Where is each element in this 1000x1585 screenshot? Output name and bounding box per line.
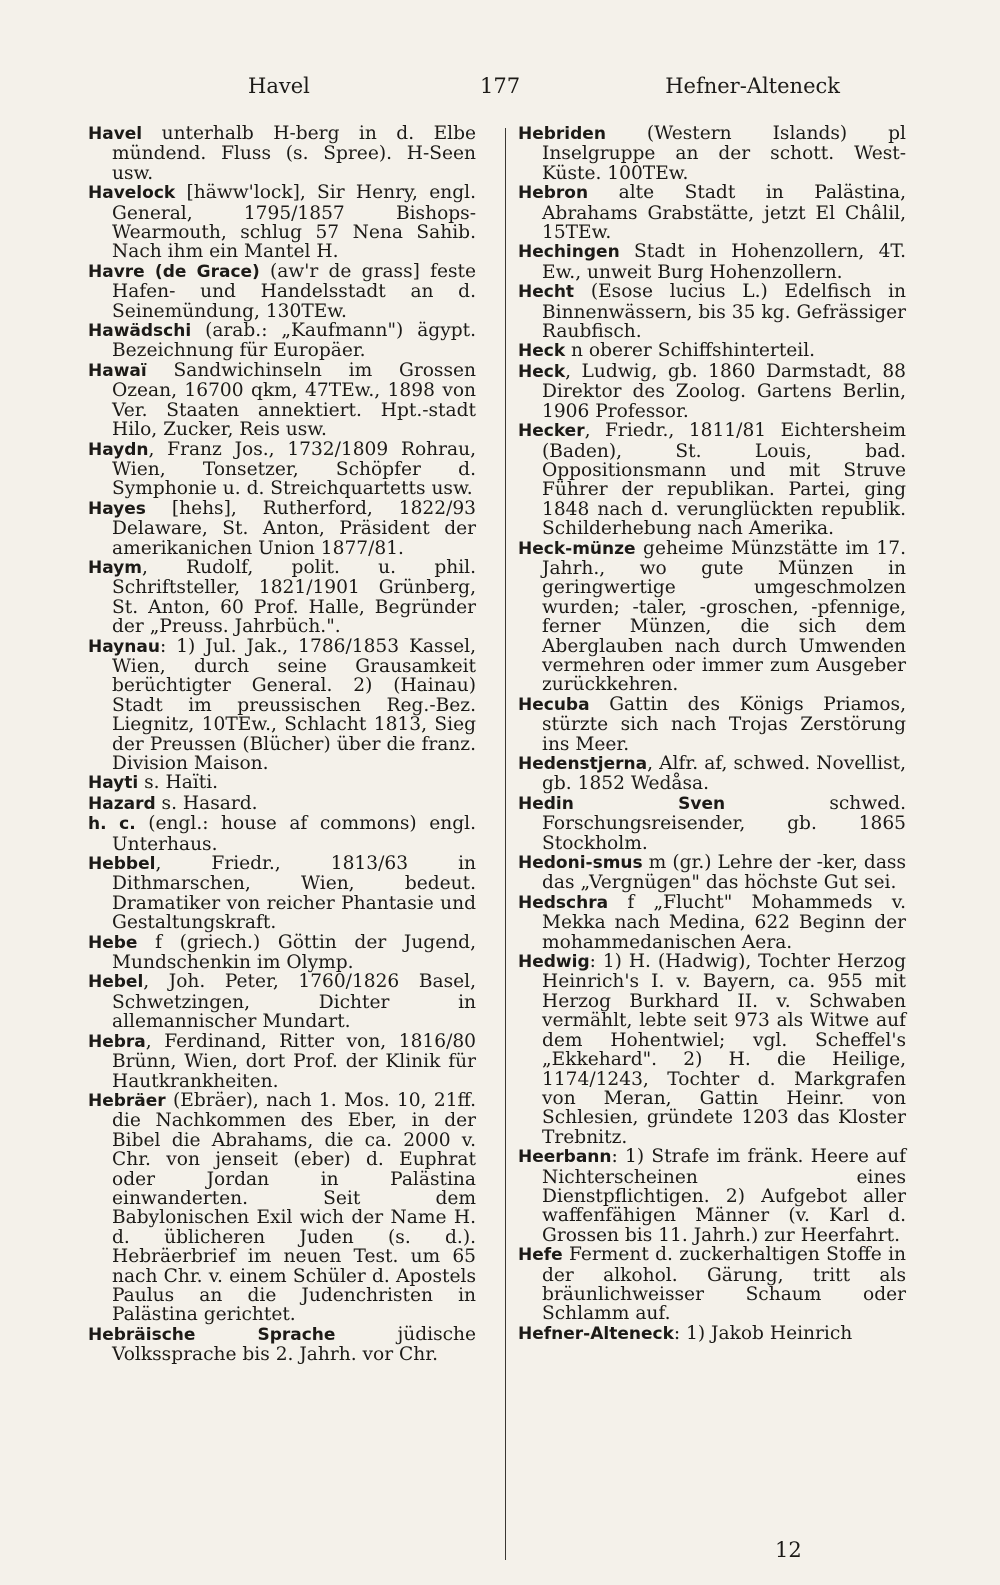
- entry-text: (Western Islands) pl Inselgruppe an der schott. West-Küste. 100TEw.: [542, 123, 906, 184]
- entry-text: [hehs], Rutherford, 1822/93 Delaware, St. Anton, Präsident der amerikanichen Union 1877/81.: [112, 497, 476, 559]
- dictionary-entry: [88, 814, 476, 854]
- entry-headword: Hazard: [88, 793, 156, 814]
- entry-headword: Hebbel: [88, 854, 156, 875]
- dictionary-entry: [518, 695, 906, 754]
- entry-headword: Hayes: [88, 498, 146, 519]
- dictionary-entry: [88, 794, 476, 814]
- dictionary-entry: [518, 242, 906, 282]
- entry-text: (Esose lucius L.) Edelfisch in Binnenwässern, bis 35 kg. Gefrässiger Raubfisch.: [542, 281, 906, 343]
- entry-text: Ferment d. zuckerhaltigen Stoffe in der alkohol. Gärung, tritt als bräunlichweisser Schaum oder Schlamm auf.: [542, 1244, 906, 1325]
- entry-text: n oberer Schiffshinterteil.: [565, 340, 816, 362]
- dictionary-entry: [88, 183, 476, 262]
- entry-headword: h. c.: [88, 814, 136, 835]
- entry-headword: Hefe: [518, 1245, 563, 1266]
- entry-headword: Hedschra: [518, 892, 609, 913]
- header-left-keyword: Havel: [248, 74, 310, 98]
- left-column: [88, 124, 476, 1365]
- entry-headword: Hedoni-smus: [518, 853, 643, 874]
- entry-headword: Hebra: [88, 1031, 146, 1052]
- dictionary-entry: [518, 754, 906, 794]
- dictionary-entry: [518, 539, 906, 695]
- dictionary-entry: [88, 499, 476, 558]
- entry-text: jüdische Volkssprache bis 2. Jahrh. vor Chr.: [112, 1323, 476, 1366]
- dictionary-entry: [88, 321, 476, 361]
- entry-headword: Heck: [518, 361, 566, 382]
- entry-text: [häww'lock], Sir Henry, engl. General, 1795/1857 Bishops-Wearmouth, schlug 57 Nena Sahib. Nach ihm ein Mantel H.: [112, 182, 476, 263]
- entry-headword: Haynau: [88, 636, 160, 657]
- dictionary-entry: [88, 933, 476, 973]
- dictionary-entry: [518, 1147, 906, 1245]
- entry-text: alte Stadt in Palästina, Abrahams Grabstätte, jetzt El Châlil, 15TEw.: [542, 182, 906, 244]
- entry-text: (arab.: „Kaufmann") ägypt. Bezeichnung für Europäer.: [112, 320, 476, 362]
- dictionary-entry: [88, 361, 476, 440]
- entry-headword: Hawädschi: [88, 321, 192, 342]
- entry-text: f „Flucht" Mohammeds v. Mekka nach Medina, 622 Beginn der mohammedanischen Aera.: [542, 891, 906, 953]
- dictionary-entry: [518, 1245, 906, 1324]
- dictionary-entry: [88, 558, 476, 637]
- entry-text: : 1) Strafe im fränk. Heere auf Nichterscheinen eines Dienstpflichtigen. 2) Aufgebot aller waffenfähigen Männer (v. Karl d. Grossen bis 11. Jahrh.) zur Heerfahrt.: [542, 1146, 906, 1246]
- entry-text: s. Haïti.: [138, 772, 219, 794]
- entry-text: unterhalb H-berg in d. Elbe mündend. Fluss (s. Spree). H-Seen usw.: [112, 123, 476, 184]
- entry-headword: Hechingen: [518, 242, 620, 263]
- entry-text: s. Hasard.: [155, 792, 258, 814]
- entry-headword: Hecuba: [518, 694, 590, 715]
- dictionary-entry: [88, 1032, 476, 1091]
- right-column: [518, 124, 906, 1344]
- dictionary-entry: [88, 124, 476, 183]
- dictionary-entry: [518, 853, 906, 893]
- column-divider: [505, 128, 506, 1560]
- dictionary-entry: [518, 421, 906, 538]
- entry-text: , Ferdinand, Ritter von, 1816/80 Brünn, Wien, dort Prof. der Klinik für Hautkrankheiten.: [112, 1030, 476, 1092]
- entry-text: , Rudolf, polit. u. phil. Schriftsteller, 1821/1901 Grünberg, St. Anton, 60 Prof. Halle, Begründer der „Preuss. Jahrbüch.".: [112, 556, 476, 638]
- entry-text: : 1) H. (Hadwig), Tochter Herzog Heinrich's I. v. Bayern, ca. 955 mit Herzog Burkhard II. v. Schwaben vermählt, lebte seit 973 als Witwe auf dem Hohentwiel; vgl. Scheffel's „Ekkehard". 2) H. die Heilige, 1174/1243, Tochter d. Markgrafen von Meran, Gattin Heinr. von Schlesien, gründete 1203 das Kloster Trebnitz.: [542, 951, 906, 1148]
- entry-headword: Havel: [88, 124, 143, 144]
- entry-headword: Hebriden: [518, 124, 606, 144]
- entry-headword: Hecker: [518, 421, 585, 442]
- dictionary-entry: [88, 1091, 476, 1325]
- entry-text: : 1) Jakob Heinrich: [673, 1322, 853, 1344]
- dictionary-entry: [518, 952, 906, 1147]
- entry-headword: Hawaï: [88, 360, 147, 381]
- entry-headword: Heerbann: [518, 1147, 612, 1168]
- dictionary-entry: [518, 124, 906, 183]
- dictionary-entry: [518, 362, 906, 421]
- dictionary-entry: [518, 893, 906, 952]
- dictionary-entry: [88, 637, 476, 774]
- dictionary-entry: [88, 1325, 476, 1365]
- entry-headword: Havre (de Grace): [88, 261, 260, 282]
- entry-headword: Hefner-Alteneck: [518, 1323, 674, 1344]
- entry-text: (aw'r de grass] feste Hafen- und Handelsstadt an d. Seinemündung, 130TEw.: [112, 260, 477, 322]
- entry-text: Sandwichinseln im Grossen Ozean, 16700 qkm, 47TEw., 1898 von Ver. Staaten annektiert. Hpt.-stadt Hilo, Zucker, Reis usw.: [112, 359, 476, 441]
- entry-text: (engl.: house af commons) engl. Unterhaus.: [112, 813, 476, 855]
- page-header: [88, 74, 840, 104]
- entry-headword: Hebräer: [88, 1090, 166, 1111]
- entry-headword: Hebräische Sprache: [88, 1324, 336, 1345]
- header-right-keyword: Hefner-Alteneck: [665, 74, 840, 98]
- dictionary-entry: [88, 262, 476, 321]
- dictionary-entry: [518, 1324, 906, 1344]
- entry-headword: Hebron: [518, 183, 589, 204]
- entry-text: geheime Münzstätte im 17. Jahrh., wo gute Münzen in geringwertige umgeschmolzen wurden; -taler, -groschen, -pfennige, ferner Münzen, die sich dem Aberglauben nach durch Umwenden vermehren oder immer zum Ausgeber zurückkehren.: [542, 537, 906, 696]
- entry-headword: Heck: [518, 341, 566, 362]
- dictionary-entry: [88, 972, 476, 1031]
- entry-text: , Friedr., 1813/63 in Dithmarschen, Wien, bedeut. Dramatiker von reicher Phantasie und Gestaltungskraft.: [112, 853, 476, 934]
- entry-headword: Hedenstjerna: [518, 754, 648, 774]
- entry-headword: Hedin Sven: [518, 793, 726, 814]
- dictionary-entry: [518, 794, 906, 853]
- entry-text: f (griech.) Göttin der Jugend, Mundschenkin im Olymp.: [112, 931, 476, 974]
- entry-text: , Joh. Peter, 1760/1826 Basel, Schwetzingen, Dichter in allemannischer Mundart.: [112, 971, 476, 1033]
- entry-headword: Haydn: [88, 439, 149, 460]
- entry-text: schwed. Forschungsreisender, gb. 1865 Stockholm.: [542, 792, 906, 854]
- page-number: 177: [480, 74, 521, 98]
- entry-headword: Haym: [88, 557, 142, 578]
- dictionary-entry: [518, 341, 906, 361]
- dictionary-entry: [88, 854, 476, 933]
- entry-headword: Hayti: [88, 773, 139, 794]
- entry-text: : 1) Jul. Jak., 1786/1853 Kassel, Wien, durch seine Grausamkeit berüchtigter General. 2) (Hainau) Stadt im preussischen Reg.-Bez. Liegnitz, 10TEw., Schlacht 1813, Sieg der Preussen (Blücher) über die franz. Division Maison.: [112, 635, 476, 774]
- dictionary-entry: [88, 440, 476, 499]
- entry-text: , Alfr. af, schwed. Novellist, gb. 1852 Wedåsa.: [542, 753, 906, 795]
- entry-text: , Ludwig, gb. 1860 Darmstadt, 88 Direktor des Zoolog. Gartens Berlin, 1906 Professor.: [542, 360, 906, 422]
- entry-headword: Hebel: [88, 972, 144, 993]
- entry-text: , Friedr., 1811/81 Eichtersheim (Baden), St. Louis, bad. Oppositionsmann und mit Struve Führer der republikan. Partei, ging 1848 nach d. verunglückten republik. Schilderhebung nach Amerika.: [542, 420, 906, 540]
- sheet-signature: 12: [775, 1538, 802, 1562]
- dictionary-entry: [518, 183, 906, 242]
- entry-text: Stadt in Hohenzollern, 4T. Ew., unweit Burg Hohenzollern.: [542, 241, 906, 283]
- entry-headword: Hebe: [88, 932, 138, 953]
- entry-text: m (gr.) Lehre der -ker, dass das „Vergnügen" das höchste Gut sei.: [542, 852, 906, 894]
- entry-text: (Ebräer), nach 1. Mos. 10, 21ff. die Nachkommen des Eber, in der Bibel die Abrahams, die ca. 2000 v. Chr. von jenseit (eber) d. Euphrat oder Jordan in Palästina einwanderten. Seit dem Babylonischen Exil wich der Name H. d. üblicheren Juden (s. d.). Hebräerbrief im neuen Test. um 65 nach Chr. v. einem Schüler d. Apostels Paulus an die Judenchristen in Palästina gerichtet.: [112, 1089, 476, 1326]
- entry-headword: Heck-münze: [518, 538, 636, 559]
- entry-text: Gattin des Königs Priamos, stürzte sich nach Trojas Zerstörung ins Meer.: [542, 693, 906, 755]
- entry-headword: Hecht: [518, 282, 575, 303]
- dictionary-entry: [518, 282, 906, 341]
- entry-headword: Havelock: [88, 183, 176, 204]
- entry-text: , Franz Jos., 1732/1809 Rohrau, Wien, Tonsetzer, Schöpfer d. Symphonie u. d. Streichquartetts usw.: [112, 438, 476, 500]
- entry-headword: Hedwig: [518, 952, 590, 973]
- dictionary-entry: [88, 773, 476, 793]
